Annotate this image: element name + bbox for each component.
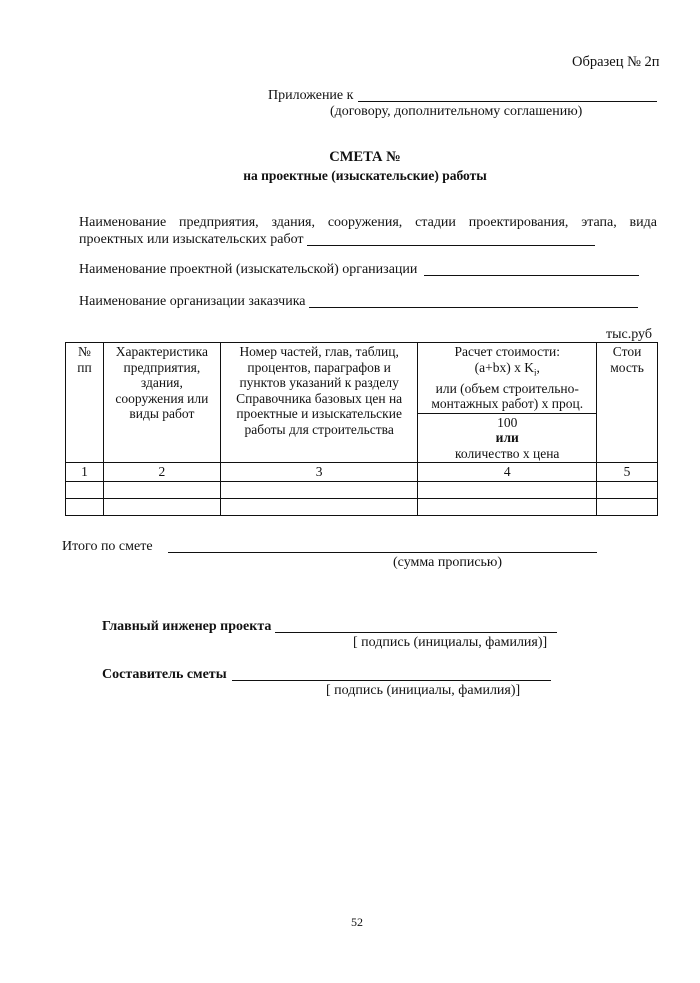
appendix-field[interactable] — [358, 101, 657, 102]
sample-label: Образец № 2п — [572, 54, 660, 70]
header-row — [66, 343, 658, 414]
compiler-caption: [ подпись (инициалы, фамилия)] — [326, 683, 521, 698]
chief-engineer-signature-field[interactable] — [275, 632, 557, 633]
header-calculation-formula: 100 или количество х цена — [418, 413, 597, 463]
page-number: 52 — [351, 915, 363, 929]
table-row[interactable] — [66, 498, 658, 515]
total-label: Итого по смете — [62, 539, 153, 554]
customer-org-label: Наименование организации заказчика — [79, 294, 306, 309]
header-number: № пп — [66, 343, 104, 463]
header-calculation: Расчет стоимости: (a+bx) x $K_i$, или (объем строительно- монтажных работ) х проц. — [418, 343, 597, 414]
chief-engineer-caption: [ подпись (инициалы, фамилия)] — [353, 635, 548, 650]
header-reference: Номер частей, глав, таблиц, процентов, параграфов и пунктов указаний к разделу Справочника базовых цен на проектные и изыскательские работы для строительства — [220, 343, 418, 463]
design-org-label: Наименование проектной (изыскательской) организации — [79, 262, 418, 277]
document-subtitle: на проектные (изыскательские) работы — [243, 168, 487, 183]
header-characteristic: Характеристика предприятия, здания, сооружения или виды работ — [103, 343, 220, 463]
customer-org-field[interactable] — [309, 307, 638, 308]
total-field[interactable] — [168, 552, 597, 553]
object-name-field[interactable] — [307, 245, 595, 246]
compiler-label: Составитель сметы — [102, 667, 227, 682]
object-name-label-2: проектных или изыскательских работ — [79, 232, 304, 247]
document-title: СМЕТА № — [329, 149, 401, 165]
total-caption: (сумма прописью) — [393, 555, 503, 570]
table-row[interactable] — [66, 481, 658, 498]
chief-engineer-label: Главный инженер проекта — [102, 619, 272, 634]
column-numbers-row: 1 2 3 4 5 — [66, 463, 658, 482]
design-org-field[interactable] — [424, 275, 639, 276]
compiler-signature-field[interactable] — [232, 680, 551, 681]
appendix-caption: (договору, дополнительному соглашению) — [330, 104, 583, 119]
estimate-table — [65, 342, 658, 516]
header-cost: Стои мость — [597, 343, 658, 463]
units-label: тыс.руб — [606, 327, 652, 342]
object-name-label: Наименование предприятия, здания, сооружения, стадии проектирования, этапа, вида — [79, 215, 657, 230]
appendix-label: Приложение к — [268, 88, 354, 103]
